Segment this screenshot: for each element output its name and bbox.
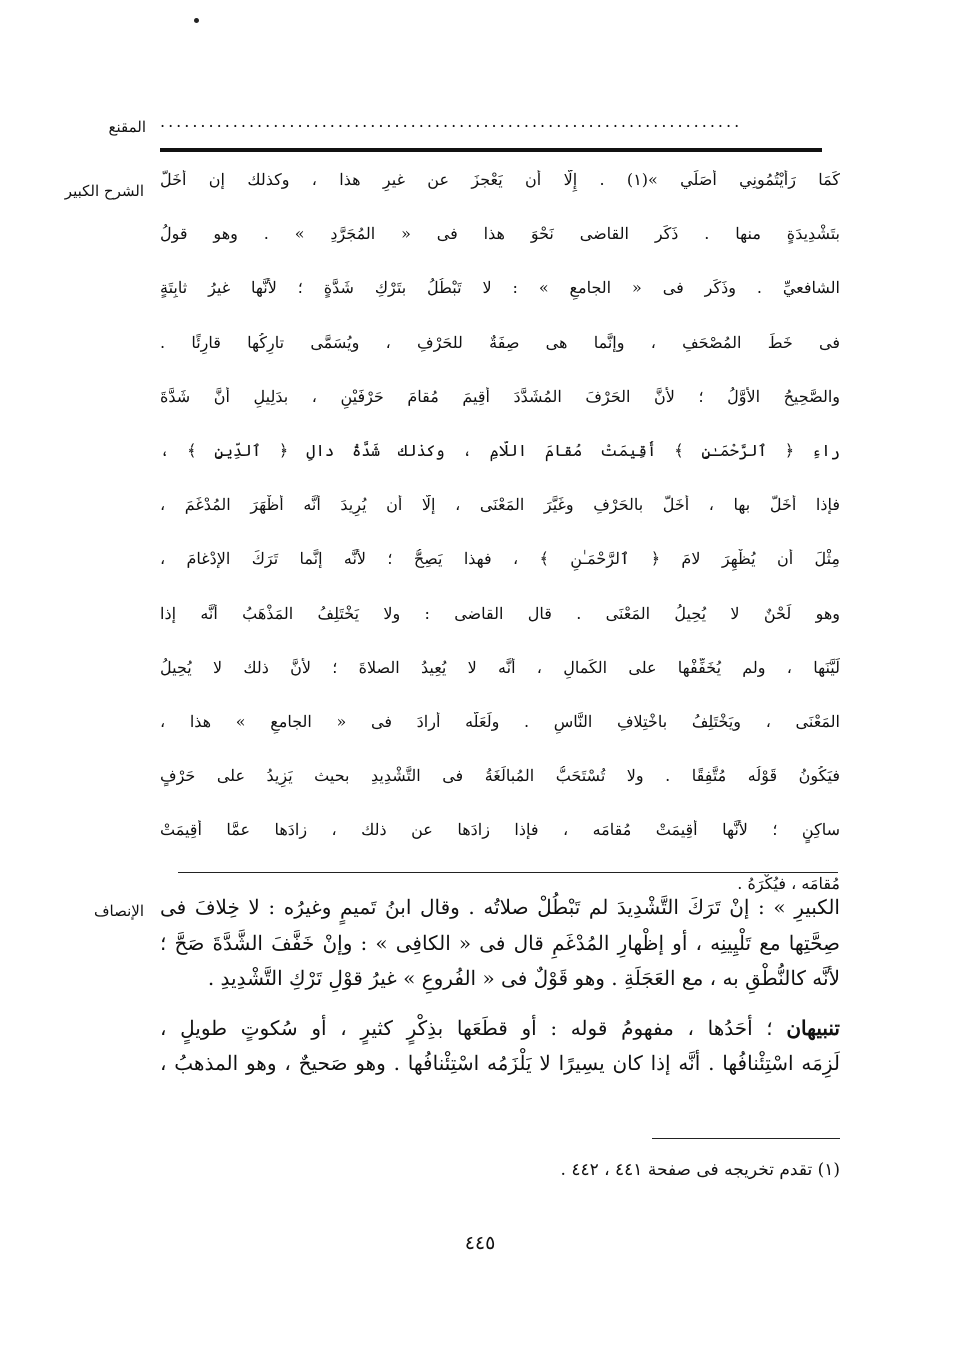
insaf-line: لَزِمَه اسْتِئْنافُها . أنَّه إذا كان يسِيرًا لا يَلْزَمُه اسْتِئْنافُها . وهو صَحيحٌ ، وهو المذهبُ ، [160, 1051, 840, 1075]
main-line: الشافعيِّ . وذَكَر فى « الجامعِ » : لا تَبْطُلُ بتَرْكِ شَدَّةٍ ؛ لأنَّها غيرُ ثابِتَةٍ [160, 278, 840, 298]
side-label-insaf: الإنصاف [93, 902, 144, 920]
insaf-tanbih-line [160, 1011, 840, 1047]
main-line: لَيَّنَها ، ولم يُخَفِّفْها على الكَمالِ ، أنَّه لا يُعِيدُ الصلاةَ ؛ لأنَّ ذلك لا يُحِيلُ [160, 657, 840, 677]
header-dotted-leader: ........................................................................ [160, 112, 743, 131]
main-line: فى خَطِّ المُصْحَفِ ، وإنَّما هى صِفَةٌ للحَرْفِ ، ويُسَمَّى تارِكُها قارِئًا . [160, 332, 840, 352]
paragraph-gap [160, 997, 840, 1011]
footnote: (١) تقدم تخريجه فى صفحة ٤٤١ ، ٤٤٢ . [560, 1160, 840, 1180]
main-line: وهو لَحْنٌ لا يُحِيلُ المَعْنَى . قال القاضى : ولا يَخْتَلِفُ المَذْهَبُ أنَّه إذا [160, 603, 840, 623]
header-rule [160, 148, 822, 152]
main-line: فيَكُونُ قَوْلُه مُتَّفِقًا . ولا تُسْتَحَبُّ المُبالَغَةُ فى التَّشْدِيدِ بحيث يَزِيدُ على حَرْفٍ [160, 766, 840, 786]
main-line: المَعْنَى ، ويَخْتَلِفُ باخْتِلافِ النَّاسِ . ولَعَلَّه أرادَ فى « الجامعِ » هذا ، [160, 711, 840, 731]
main-line: راءِ ﴿ ٱلرَّحْمَـٰنِ ﴾ أُقِيمَتْ مُقامَ اللَّامِ ، وكذلك شَدَّةُ دالِ ﴿ ٱلدِّينِ ﴾ ، [160, 440, 840, 460]
main-line: بتَشْدِيدَةٍ منها . ذَكَر القاضى نَحْوَ هذا فى « المُجَرَّدِ » . وهو قولُ [160, 224, 840, 244]
side-label-sharh: الشرح الكبير [64, 182, 144, 200]
main-line: فإذا أخَلَّ بها ، أخَلَّ بالحَرْفِ وغَيَّرَ المَعْنَى ، إلَّا أن يُرِيدَ أنَّه أظْهَرَ المُدْغَمَ ، [160, 495, 840, 515]
insaf-text-block [160, 890, 840, 1082]
scan-dot [194, 18, 199, 23]
footnote-rule [652, 1138, 840, 1139]
section-divider [178, 872, 838, 873]
insaf-line: لأنَّه كالنُّطْقِ به ، مع العَجَلَةِ . وهو قَوْلٌ فى « الفُروعِ » غيرُ قوْلِ تَرْكِ التَّشْدِيدِ . [207, 966, 840, 990]
insaf-line: الكبيرِ » : إنْ تَرَكَ التَّشْدِيدَ لم تَبْطُلْ صلاتُه . وقال ابنُ تَميمٍ وغيرُه : لا خِلافَ فى [160, 895, 840, 919]
main-line: مُقامَه ، فيُكْرَهُ . [737, 874, 840, 894]
header-section-label: المقنع [108, 118, 146, 136]
main-line: ساكِنٍ ؛ لأنَّها أُقِيمَتْ مُقامَه ، فإذا زادَها عن ذلك ، زادَها عمَّا أُقِيمَتْ [160, 820, 840, 840]
main-text-block [160, 170, 840, 929]
main-line: والصَّحِيحُ الأوَّلُ ؛ لأنَّ الحَرْفَ المُشَدَّدَ أُقِيمَ مُقامَ حَرْفَيْنِ ، بدَلِيلِ أنَّ شَدَّةَ [160, 386, 840, 406]
tanbih-text: ؛ أحَدُها ، مفهومُ قوله : أو قطَعَها بذِكْرٍ كثيرٍ ، أو سُكوتٍ طويلٍ ، [160, 1015, 787, 1040]
insaf-line: صِحَّتِها مع تَلْيِينِه ، أو إظْهارِ المُدْغَمِ قال فى « الكافِى » : وإنْ خَفَّفَ الشَّدَّةَ صَحَّ ؛ [160, 930, 840, 955]
main-line: كَمَا رَأَيْتُمُونِي أُصَلِّي »(١) . إِلَّا أن يَعْجزَ عن غيرِ هذا ، وكذلك إن أخَلَّ [160, 170, 840, 189]
page-number: ٤٤٥ [464, 1232, 496, 1254]
tanbih-label: تنبيهان [786, 1015, 840, 1040]
main-line: مِثْلَ أن يُظْهِرَ لامَ ﴿ ٱلرَّحْمَـٰنِ ﴾ ، فهذا يَصِحُّ ؛ لأنَّه إنَّما تَرَكَ الإدْغامَ ، [160, 549, 840, 569]
